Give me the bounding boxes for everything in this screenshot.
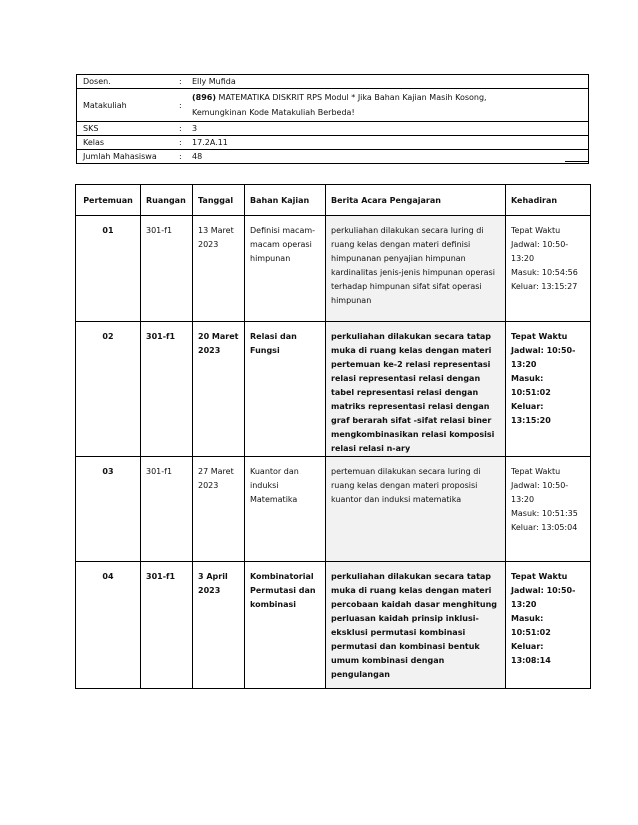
divider — [565, 161, 589, 162]
pertemuan-cell: 03 — [76, 457, 141, 562]
sks-label: SKS — [77, 122, 178, 136]
tanggal-cell: 3 April 2023 — [193, 562, 245, 689]
berita-cell: perkuliahan dilakukan secara tatap muka di ruang kelas dengan materi percobaan kaidah dasar menghitung perluasan kaidah prinsip inklusi-eksklusi permutasi kombinasi permutasi dan kombinasi bentuk umum kombinasi dengan pengulangan — [326, 562, 506, 689]
info-row-kelas — [77, 136, 589, 150]
status: Tepat Waktu — [511, 467, 561, 476]
dosen-value: Elly Mufida — [186, 75, 589, 89]
kelas-label: Kelas — [77, 136, 178, 150]
jadwal: Jadwal: 10:50-13:20 — [511, 586, 576, 609]
jadwal: Jadwal: 10:50-13:20 — [511, 240, 569, 263]
bahan-cell: Kuantor dan induksi Matematika — [245, 457, 326, 562]
masuk: Masuk: 10:51:35 — [511, 509, 578, 518]
status: Tepat Waktu — [511, 572, 568, 581]
table-row — [76, 562, 591, 689]
masuk: Masuk: 10:51:02 — [511, 374, 551, 397]
header-berita-acara: Berita Acara Pengajaran — [326, 185, 506, 216]
berita-cell: perkuliahan dilakukan secara tatap muka di ruang kelas dengan materi pertemuan ke-2 relasi representasi relasi representasi relasi dengan tabel representasi relasi dengan matriks representasi relasi dengan graf berarah sifat -sifat relasi biner mengkombinasikan relasi komposisi relasi relasi n-ary — [326, 322, 506, 457]
kehadiran-cell — [506, 457, 591, 562]
matakuliah-note: Kemungkinan Kode Matakuliah Berbeda! — [192, 108, 355, 117]
berita-cell: perkuliahan dilakukan secara luring di ruang kelas dengan materi definisi himpunanan penyajian himpunan kardinalitas jenis-jenis himpunan operasi terhadap himpunan sifat sifat operasi himpunan — [326, 216, 506, 322]
jadwal: Jadwal: 10:50-13:20 — [511, 481, 569, 504]
ruangan-cell: 301-f1 — [141, 216, 193, 322]
kehadiran-cell — [506, 216, 591, 322]
info-row-jumlah — [77, 150, 589, 164]
keluar: Keluar: 13:15:20 — [511, 402, 551, 425]
jumlah-label: Jumlah Mahasiswa — [77, 150, 178, 164]
kehadiran-cell — [506, 322, 591, 457]
colon: : — [177, 150, 186, 164]
table-row — [76, 216, 591, 322]
matakuliah-label: Matakuliah — [77, 89, 178, 122]
colon: : — [177, 136, 186, 150]
matakuliah-code: (896) — [192, 93, 217, 102]
pertemuan-cell: 04 — [76, 562, 141, 689]
pertemuan-cell: 01 — [76, 216, 141, 322]
ruangan-cell: 301-f1 — [141, 562, 193, 689]
info-row-matakuliah — [77, 89, 589, 122]
course-info-table — [76, 74, 589, 164]
bahan-cell: Relasi dan Fungsi — [245, 322, 326, 457]
sks-value: 3 — [186, 122, 589, 136]
header-pertemuan: Pertemuan — [76, 185, 141, 216]
masuk: Masuk: 10:51:02 — [511, 614, 551, 637]
dosen-label: Dosen. — [77, 75, 178, 89]
tanggal-cell: 13 Maret 2023 — [193, 216, 245, 322]
jumlah-value: 48 — [186, 150, 589, 164]
bahan-cell: Kombinatorial Permutasi dan kombinasi — [245, 562, 326, 689]
kehadiran-cell — [506, 562, 591, 689]
status: Tepat Waktu — [511, 226, 561, 235]
masuk: Masuk: 10:54:56 — [511, 268, 578, 277]
header-tanggal: Tanggal — [193, 185, 245, 216]
kelas-value: 17.2A.11 — [186, 136, 589, 150]
colon: : — [177, 122, 186, 136]
keluar: Keluar: 13:08:14 — [511, 642, 551, 665]
berita-cell: pertemuan dilakukan secara luring di ruang kelas dengan materi proposisi kuantor dan induksi matematika — [326, 457, 506, 562]
tanggal-cell: 27 Maret 2023 — [193, 457, 245, 562]
pertemuan-cell: 02 — [76, 322, 141, 457]
keluar: Keluar: 13:05:04 — [511, 523, 578, 532]
schedule-table — [75, 184, 591, 689]
status: Tepat Waktu — [511, 332, 568, 341]
jadwal: Jadwal: 10:50-13:20 — [511, 346, 576, 369]
header-ruangan: Ruangan — [141, 185, 193, 216]
keluar: Keluar: 13:15:27 — [511, 282, 578, 291]
tanggal-cell: 20 Maret 2023 — [193, 322, 245, 457]
header-bahan-kajian: Bahan Kajian — [245, 185, 326, 216]
info-row-dosen — [77, 75, 589, 89]
table-row — [76, 322, 591, 457]
colon: : — [177, 89, 186, 122]
matakuliah-name: MATEMATIKA DISKRIT RPS Modul * Jika Bahan Kajian Masih Kosong, — [216, 93, 487, 102]
bahan-cell: Definisi macam-macam operasi himpunan — [245, 216, 326, 322]
info-row-sks — [77, 122, 589, 136]
table-row — [76, 457, 591, 562]
colon: : — [177, 75, 186, 89]
schedule-header-row — [76, 185, 591, 216]
ruangan-cell: 301-f1 — [141, 322, 193, 457]
matakuliah-value — [186, 89, 589, 122]
ruangan-cell: 301-f1 — [141, 457, 193, 562]
header-kehadiran: Kehadiran — [506, 185, 591, 216]
